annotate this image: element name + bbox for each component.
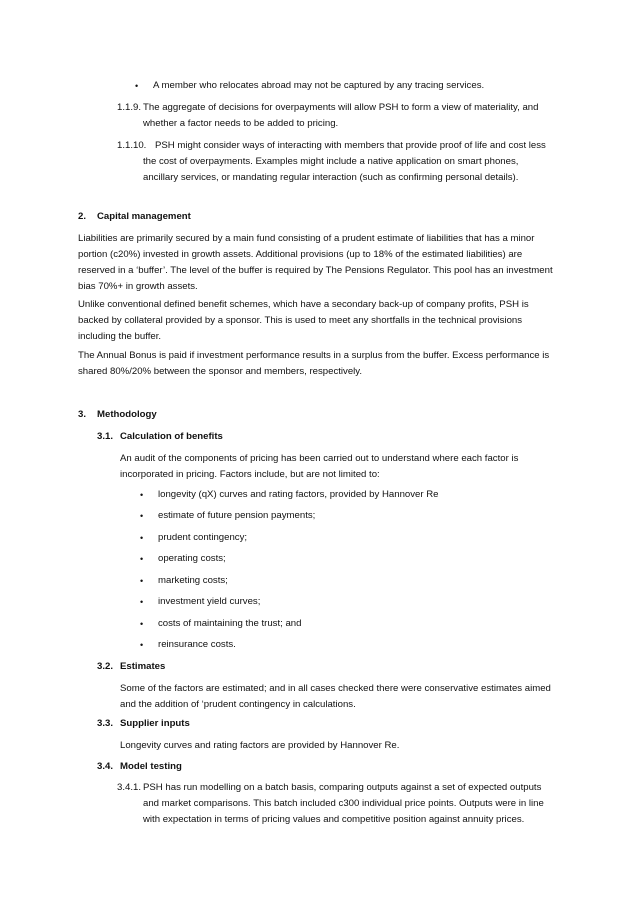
paragraph-line: backed by collateral provided by a sponsor. This is used to meet any shortfalls in the technical provisions [78, 315, 523, 326]
paragraph-line: The Annual Bonus is paid if investment performance results in a surplus from the buffer. Excess performance is [78, 350, 550, 361]
paragraph-line: Unlike conventional defined benefit schemes, which have a secondary back-up of company profits, PSH is [78, 299, 529, 310]
bullet-marker: • [140, 597, 144, 607]
bullet-marker: • [140, 511, 144, 521]
list-item: operating costs; [158, 553, 226, 564]
paragraph-line: shared 80%/20% between the sponsor and members, respectively. [78, 366, 363, 377]
item-text-line: PSH might consider ways of interacting with members that provide proof of life and cost less [155, 140, 546, 151]
bullet-marker: • [140, 619, 144, 629]
list-item: marketing costs; [158, 575, 228, 586]
item-text-line: and market comparisons. This batch included c300 individual price points. Outputs were in line [143, 798, 544, 809]
subsection-heading: Supplier inputs [120, 718, 190, 729]
paragraph-line: An audit of the components of pricing has been carried out to understand where each factor is [120, 453, 519, 464]
item-text-line: ancillary services, or mandating regular interaction (such as confirming personal details). [143, 172, 519, 183]
bullet-marker: • [140, 640, 144, 650]
paragraph-line: Some of the factors are estimated; and in all cases checked there were conservative estimates aimed [120, 683, 551, 694]
section-heading: Capital management [97, 211, 191, 222]
bullet-marker: • [140, 490, 144, 500]
bullet-marker: • [140, 533, 144, 543]
item-text-line: The aggregate of decisions for overpayments will allow PSH to form a view of materiality, and [143, 102, 539, 113]
paragraph-line: and the addition of ‘prudent contingency in calculations. [120, 699, 356, 710]
paragraph-line: reserved in a ‘buffer’. The level of the buffer is required by The Pensions Regulator. This pool has an investment [78, 265, 553, 276]
item-number: 1.1.9. [117, 102, 142, 113]
paragraph-line: portion (c20%) invested in growth assets. Additional provisions (up to 18% of the estimated liabilities) are [78, 249, 523, 260]
bullet-marker: • [140, 576, 144, 586]
subsection-number: 3.2. [97, 661, 114, 672]
paragraph-line: including the buffer. [78, 331, 162, 342]
item-text-line: with expectation in terms of pricing values and competitive position against annuity prices. [143, 814, 525, 825]
list-item: costs of maintaining the trust; and [158, 618, 302, 629]
section-number: 2. [78, 211, 87, 222]
paragraph-line: incorporated in pricing. Factors include, but are not limited to: [120, 469, 380, 480]
list-item: reinsurance costs. [158, 639, 236, 650]
subsection-heading: Calculation of benefits [120, 431, 223, 442]
section-heading: Methodology [97, 409, 157, 420]
paragraph-line: Longevity curves and rating factors are provided by Hannover Re. [120, 740, 400, 751]
section-number: 3. [78, 409, 87, 420]
subsection-heading: Estimates [120, 661, 166, 672]
paragraph-line: bias 70%+ in growth assets. [78, 281, 198, 292]
item-text-line: the cost of overpayments. Examples might include a native application on smart phones, [143, 156, 519, 167]
item-text-line: PSH has run modelling on a batch basis, comparing outputs against a set of expected outputs [143, 782, 542, 793]
bullet-text: A member who relocates abroad may not be captured by any tracing services. [153, 80, 485, 91]
item-number: 3.4.1. [117, 782, 142, 793]
subsection-number: 3.1. [97, 431, 114, 442]
subsection-number: 3.4. [97, 761, 114, 772]
paragraph-line: Liabilities are primarily secured by a main fund consisting of a prudent estimate of liabilities that has a minor [78, 233, 535, 244]
list-item: longevity (qX) curves and rating factors, provided by Hannover Re [158, 489, 439, 500]
list-item: prudent contingency; [158, 532, 248, 543]
bullet-marker: • [135, 81, 139, 91]
list-item: investment yield curves; [158, 596, 261, 607]
item-number: 1.1.10. [117, 140, 147, 151]
list-item: estimate of future pension payments; [158, 510, 316, 521]
bullet-marker: • [140, 554, 144, 564]
subsection-heading: Model testing [120, 761, 182, 772]
subsection-number: 3.3. [97, 718, 114, 729]
item-text-line: whether a factor needs to be added to pricing. [143, 118, 339, 129]
